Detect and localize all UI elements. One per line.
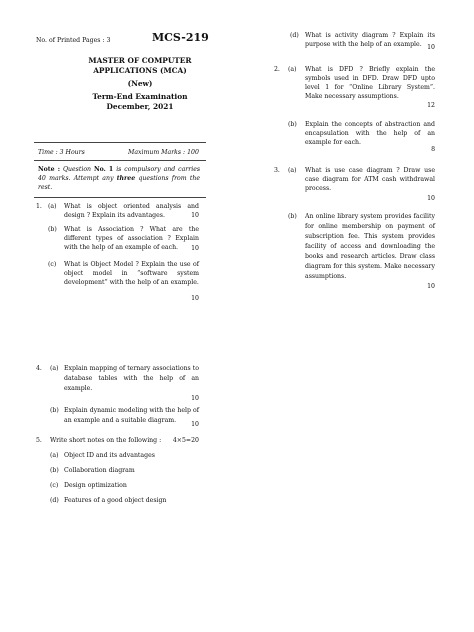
q1d-text: What is activity diagram ? Explain its purpose with the help of an example.	[305, 32, 435, 48]
max-marks: Maximum Marks : 100	[128, 149, 199, 156]
q4a-marks: 10	[191, 395, 199, 402]
q1-number: 1.	[36, 203, 42, 210]
program-line-1: MASTER OF COMPUTER	[88, 56, 192, 65]
q3b-marks: 10	[427, 283, 435, 290]
course-code: MCS-219	[152, 31, 209, 44]
q1a-label: (a)	[48, 203, 57, 210]
note	[38, 165, 200, 192]
new-label: (New)	[127, 79, 153, 88]
q1b-label: (b)	[48, 226, 57, 233]
q1c-marks: 10	[191, 295, 199, 302]
q4b-label: (b)	[50, 407, 59, 414]
q3b-label: (b)	[288, 213, 297, 220]
q5-number: 5.	[36, 437, 42, 444]
q4b-text: Explain dynamic modeling with the help of an example and a suitable diagram.	[64, 407, 199, 424]
q1c-label: (c)	[48, 261, 57, 268]
q1d-marks: 10	[427, 44, 435, 51]
note-label: Note :	[38, 166, 60, 173]
exam-title-block	[40, 56, 240, 112]
q3a-label: (a)	[288, 167, 297, 174]
q5d-label: (d)	[50, 497, 59, 504]
exam-session: December, 2021	[106, 102, 174, 111]
q4a-label: (a)	[50, 365, 59, 372]
q4b-marks: 10	[191, 421, 199, 428]
q3-number: 3.	[274, 167, 280, 174]
q4-number: 4.	[36, 365, 42, 372]
note-text-2: is compulsory and carries 40 marks. Attempt any	[38, 166, 201, 182]
q1a-text: What is object oriented analysis and design ? Explain its advantages.	[64, 203, 199, 219]
note-text-1: Question	[62, 166, 92, 173]
rule-bottom	[34, 197, 206, 198]
q1b-text: What is Association ? What are the different types of association ? Explain with the help of an example of each.	[64, 226, 199, 251]
rule-mid	[34, 160, 206, 161]
q2a-text: What is DFD ? Briefly explain the symbols used in DFD. Draw DFD upto level 1 for “Online Library System”. Make necessary assumptions.	[305, 66, 435, 100]
q2b-text: Explain the concepts of abstraction and encapsulation with the help of an example for each.	[305, 121, 435, 146]
q2b-label: (b)	[288, 121, 297, 128]
q3b-text: An online library system provides facility for online membership on payment of subscription fee. This system provides facility of access and downloading the books and research articles. Draw class diagram for this system. Make necessary assumptions.	[305, 213, 435, 280]
q5a-label: (a)	[50, 452, 59, 459]
q5c-text: Design optimization	[64, 482, 127, 489]
q2a-label: (a)	[288, 66, 297, 73]
q2a-marks: 12	[427, 102, 435, 109]
q5-intro: Write short notes on the following :	[50, 437, 162, 444]
q5-marks: 4×5=20	[172, 437, 199, 444]
q5b-label: (b)	[50, 467, 59, 474]
note-text-3: questions from the rest.	[38, 175, 200, 191]
exam-name: Term-End Examination	[92, 92, 188, 101]
rule-top	[34, 142, 206, 143]
q4a-text: Explain mapping of ternary associations to database tables with the help of an example.	[64, 365, 199, 392]
note-three: three	[116, 175, 136, 182]
q2-number: 2.	[274, 66, 280, 73]
q5b-text: Collaboration diagram	[64, 467, 135, 474]
note-qno: No. 1	[93, 166, 114, 173]
program-line-2: APPLICATIONS (MCA)	[93, 66, 187, 75]
q1a-marks: 10	[191, 212, 199, 219]
q5a-text: Object ID and its advantages	[64, 452, 155, 459]
q5d-text: Features of a good object design	[64, 497, 167, 504]
q1c-text: What is Object Model ? Explain the use of object model in “software system development” with the help of an example.	[64, 261, 199, 286]
printed-pages: No. of Printed Pages : 3	[36, 37, 111, 44]
q3a-marks: 10	[427, 195, 435, 202]
q2b-marks: 8	[431, 146, 435, 153]
q1d-label: (d)	[290, 32, 299, 39]
q3a-text: What is use case diagram ? Draw use case diagram for ATM cash withdrawal process.	[305, 167, 435, 192]
time-label: Time : 3 Hours	[38, 149, 85, 156]
q1b-marks: 10	[191, 245, 199, 252]
q5c-label: (c)	[50, 482, 59, 489]
